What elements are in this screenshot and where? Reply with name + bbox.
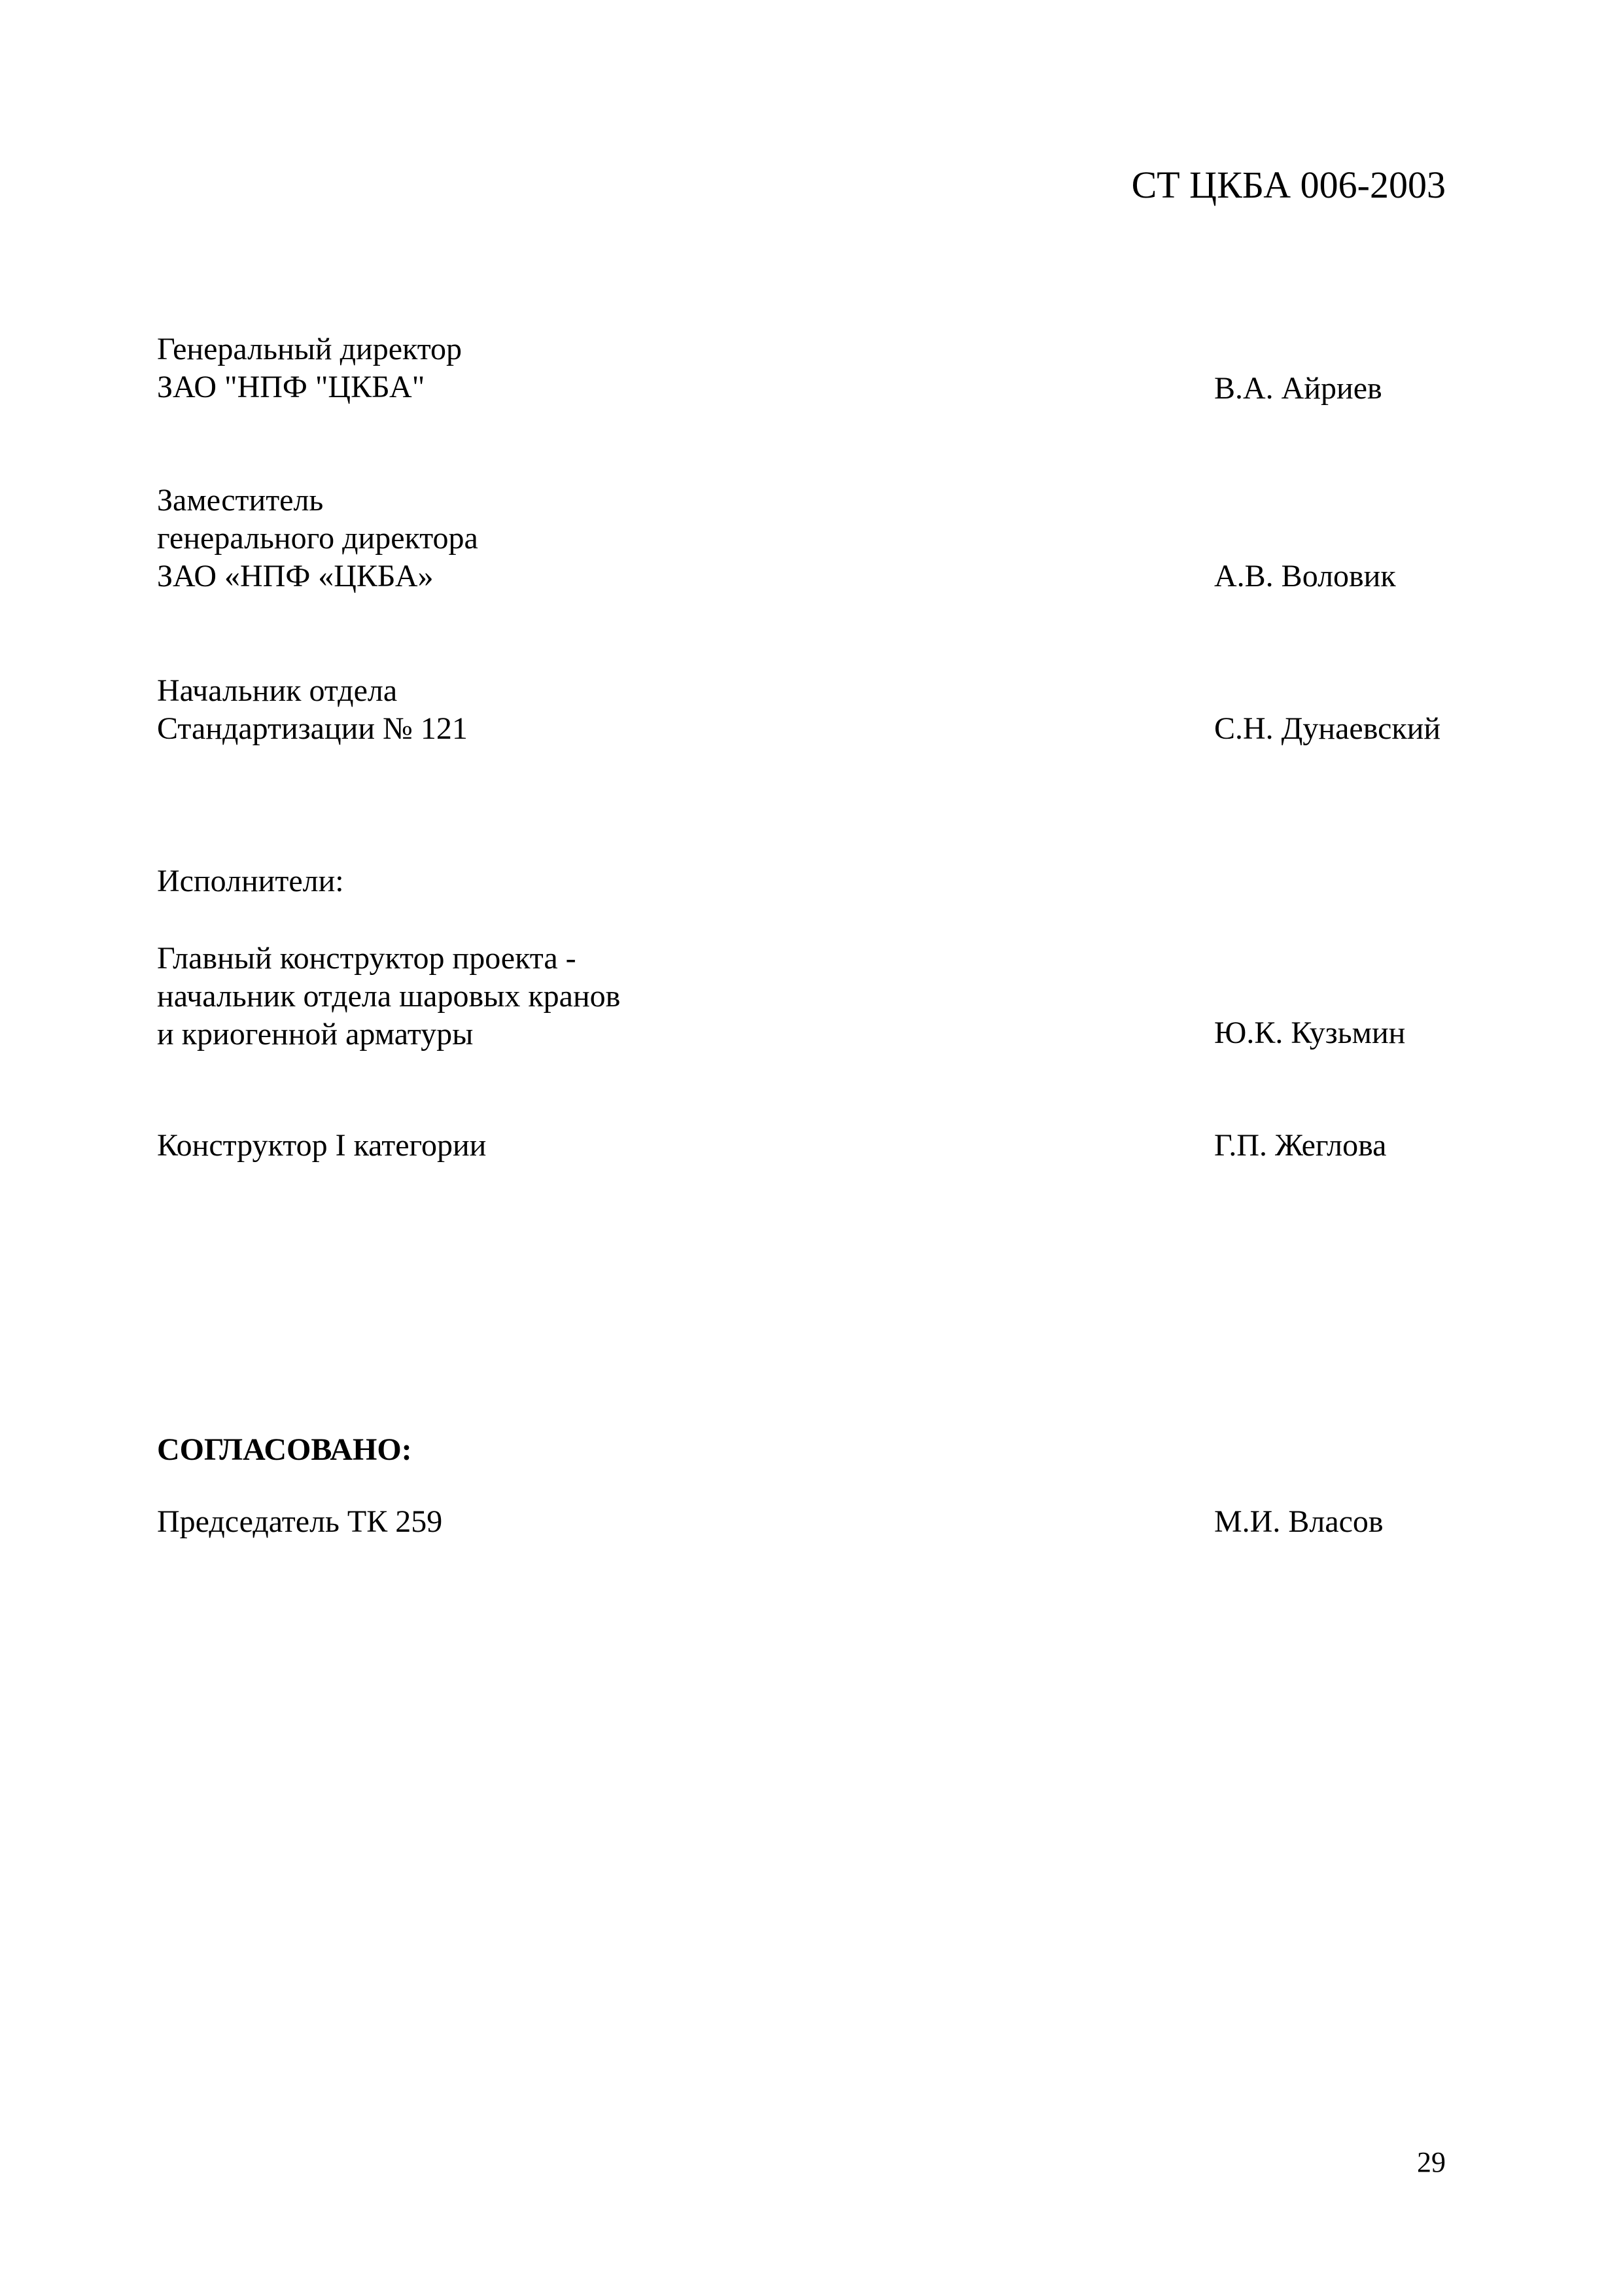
position-line: ЗАО «НПФ «ЦКБА» bbox=[157, 559, 434, 593]
position-line: ЗАО "НПФ "ЦКБА" bbox=[157, 370, 425, 404]
performer-position-chief-designer bbox=[157, 940, 620, 1053]
position-line: Генеральный директор bbox=[157, 332, 462, 366]
signatory-name-deputy: А.В. Воловик bbox=[1214, 559, 1396, 593]
performers-heading: Исполнители: bbox=[157, 864, 344, 898]
agreed-heading: СОГЛАСОВАНО: bbox=[157, 1432, 412, 1467]
performer-name-designer: Г.П. Жеглова bbox=[1214, 1128, 1387, 1163]
position-line: Заместитель bbox=[157, 483, 324, 518]
position-line: и криогенной арматуры bbox=[157, 1017, 474, 1051]
page-number: 29 bbox=[1417, 2146, 1446, 2178]
position-line: Главный конструктор проекта - bbox=[157, 941, 576, 976]
position-line: генерального директора bbox=[157, 521, 478, 556]
performer-name-chief-designer: Ю.К. Кузьмин bbox=[1214, 1016, 1406, 1050]
agreed-name: М.И. Власов bbox=[1214, 1504, 1384, 1539]
document-code: СТ ЦКБА 006-2003 bbox=[1131, 164, 1446, 206]
agreed-position: Председатель ТК 259 bbox=[157, 1504, 443, 1539]
position-line: Конструктор I категории bbox=[157, 1128, 487, 1163]
position-line: начальник отдела шаровых кранов bbox=[157, 979, 621, 1014]
signatory-position-deputy bbox=[157, 482, 478, 595]
position-line: Начальник отдела bbox=[157, 673, 398, 708]
position-line: Стандартизации № 121 bbox=[157, 711, 468, 746]
performer-position-designer bbox=[157, 1127, 486, 1165]
signatory-name-director: В.А. Айриев bbox=[1214, 371, 1382, 406]
signatory-position-director bbox=[157, 330, 462, 406]
signatory-name-standardization: С.Н. Дунаевский bbox=[1214, 711, 1441, 746]
signatory-position-standardization bbox=[157, 672, 468, 748]
